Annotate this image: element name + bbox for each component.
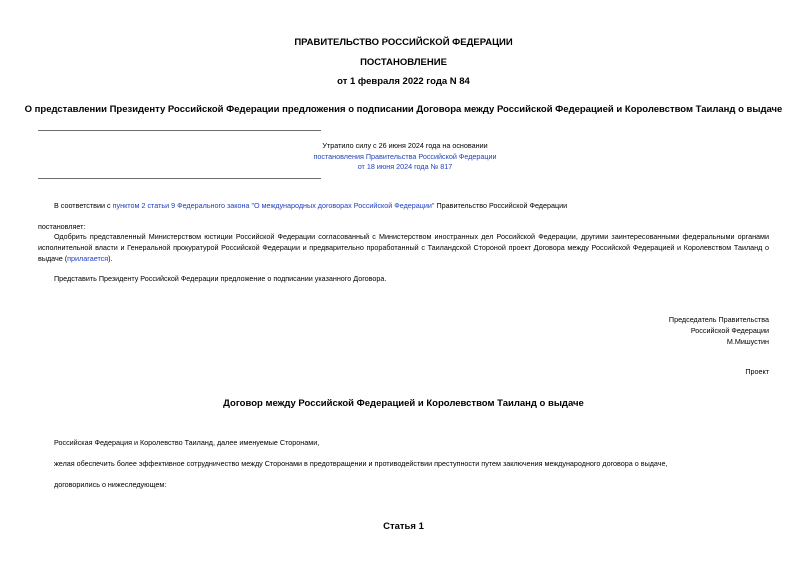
document-date-number: от 1 февраля 2022 года N 84	[337, 76, 470, 87]
authority-heading: ПРАВИТЕЛЬСТВО РОССИЙСКОЙ ФЕДЕРАЦИИ	[294, 37, 513, 48]
preamble-text-after: Правительство Российской Федерации	[434, 201, 568, 210]
preamble-text-before: В соответствии с	[54, 201, 113, 210]
signature-block	[500, 315, 769, 347]
repeal-decree-date-link[interactable]: от 18 июня 2024 года № 817	[357, 162, 453, 171]
decree-word: постановляет:	[38, 222, 86, 231]
clause-2-paragraph: Представить Президенту Российской Федерации предложение о подписании указанного Договора.	[54, 274, 387, 283]
clause-1-paragraph	[38, 232, 769, 264]
signature-position: Председатель Правительства	[668, 315, 769, 324]
federal-law-link[interactable]: пунктом 2 статьи 9 Федерального закона "О международных договорах Российской Федерации"	[112, 201, 435, 210]
treaty-paragraph-parties: Российская Федерация и Королевство Таиланд, далее именуемые Сторонами,	[54, 438, 320, 447]
status-note	[230, 141, 580, 173]
document-type-heading: ПОСТАНОВЛЕНИЕ	[360, 57, 447, 68]
clause-1-tail: ).	[108, 253, 113, 263]
article-1-heading: Статья 1	[383, 521, 424, 532]
repeal-decree-link[interactable]: постановления Правительства Российской Федерации	[313, 151, 497, 161]
attachment-link[interactable]: прилагается	[67, 253, 109, 263]
preamble-paragraph	[54, 201, 774, 212]
treaty-paragraph-purpose: желая обеспечить более эффективное сотрудничество между Сторонами в предотвращении и противодействии преступности путем заключения международного договора о выдаче,	[54, 459, 668, 468]
document-subject-title: О представлении Президенту Российской Федерации предложения о подписании Договора между Российской Федерацией и Королевством Таиланд о выдаче	[24, 104, 783, 115]
signature-organization: Российской Федерации	[690, 325, 769, 335]
bottom-divider	[38, 178, 321, 179]
top-divider	[38, 130, 321, 131]
treaty-paragraph-agreement: договорились о нижеследующем:	[54, 480, 167, 489]
clause-1-text: Одобрить представленный Министерством юстиции Российской Федерации согласованный с Министерством иностранных дел Российской Федерации, другими заинтересованными федеральными органами исполнительной власти и Генеральной прокуратурой Российской Федерации и предварительно проработанный с Таиландской Стороной проект Договора между Российской Федерацией и Королевством Таиланд о выдаче (	[38, 232, 769, 263]
draft-label: Проект	[745, 367, 769, 376]
treaty-title: Договор между Российской Федерацией и Королевством Таиланд о выдаче	[223, 398, 584, 409]
status-note-line: Утратило силу с 26 июня 2024 года на основании	[322, 141, 488, 150]
signature-name: М.Мишустин	[726, 336, 769, 346]
